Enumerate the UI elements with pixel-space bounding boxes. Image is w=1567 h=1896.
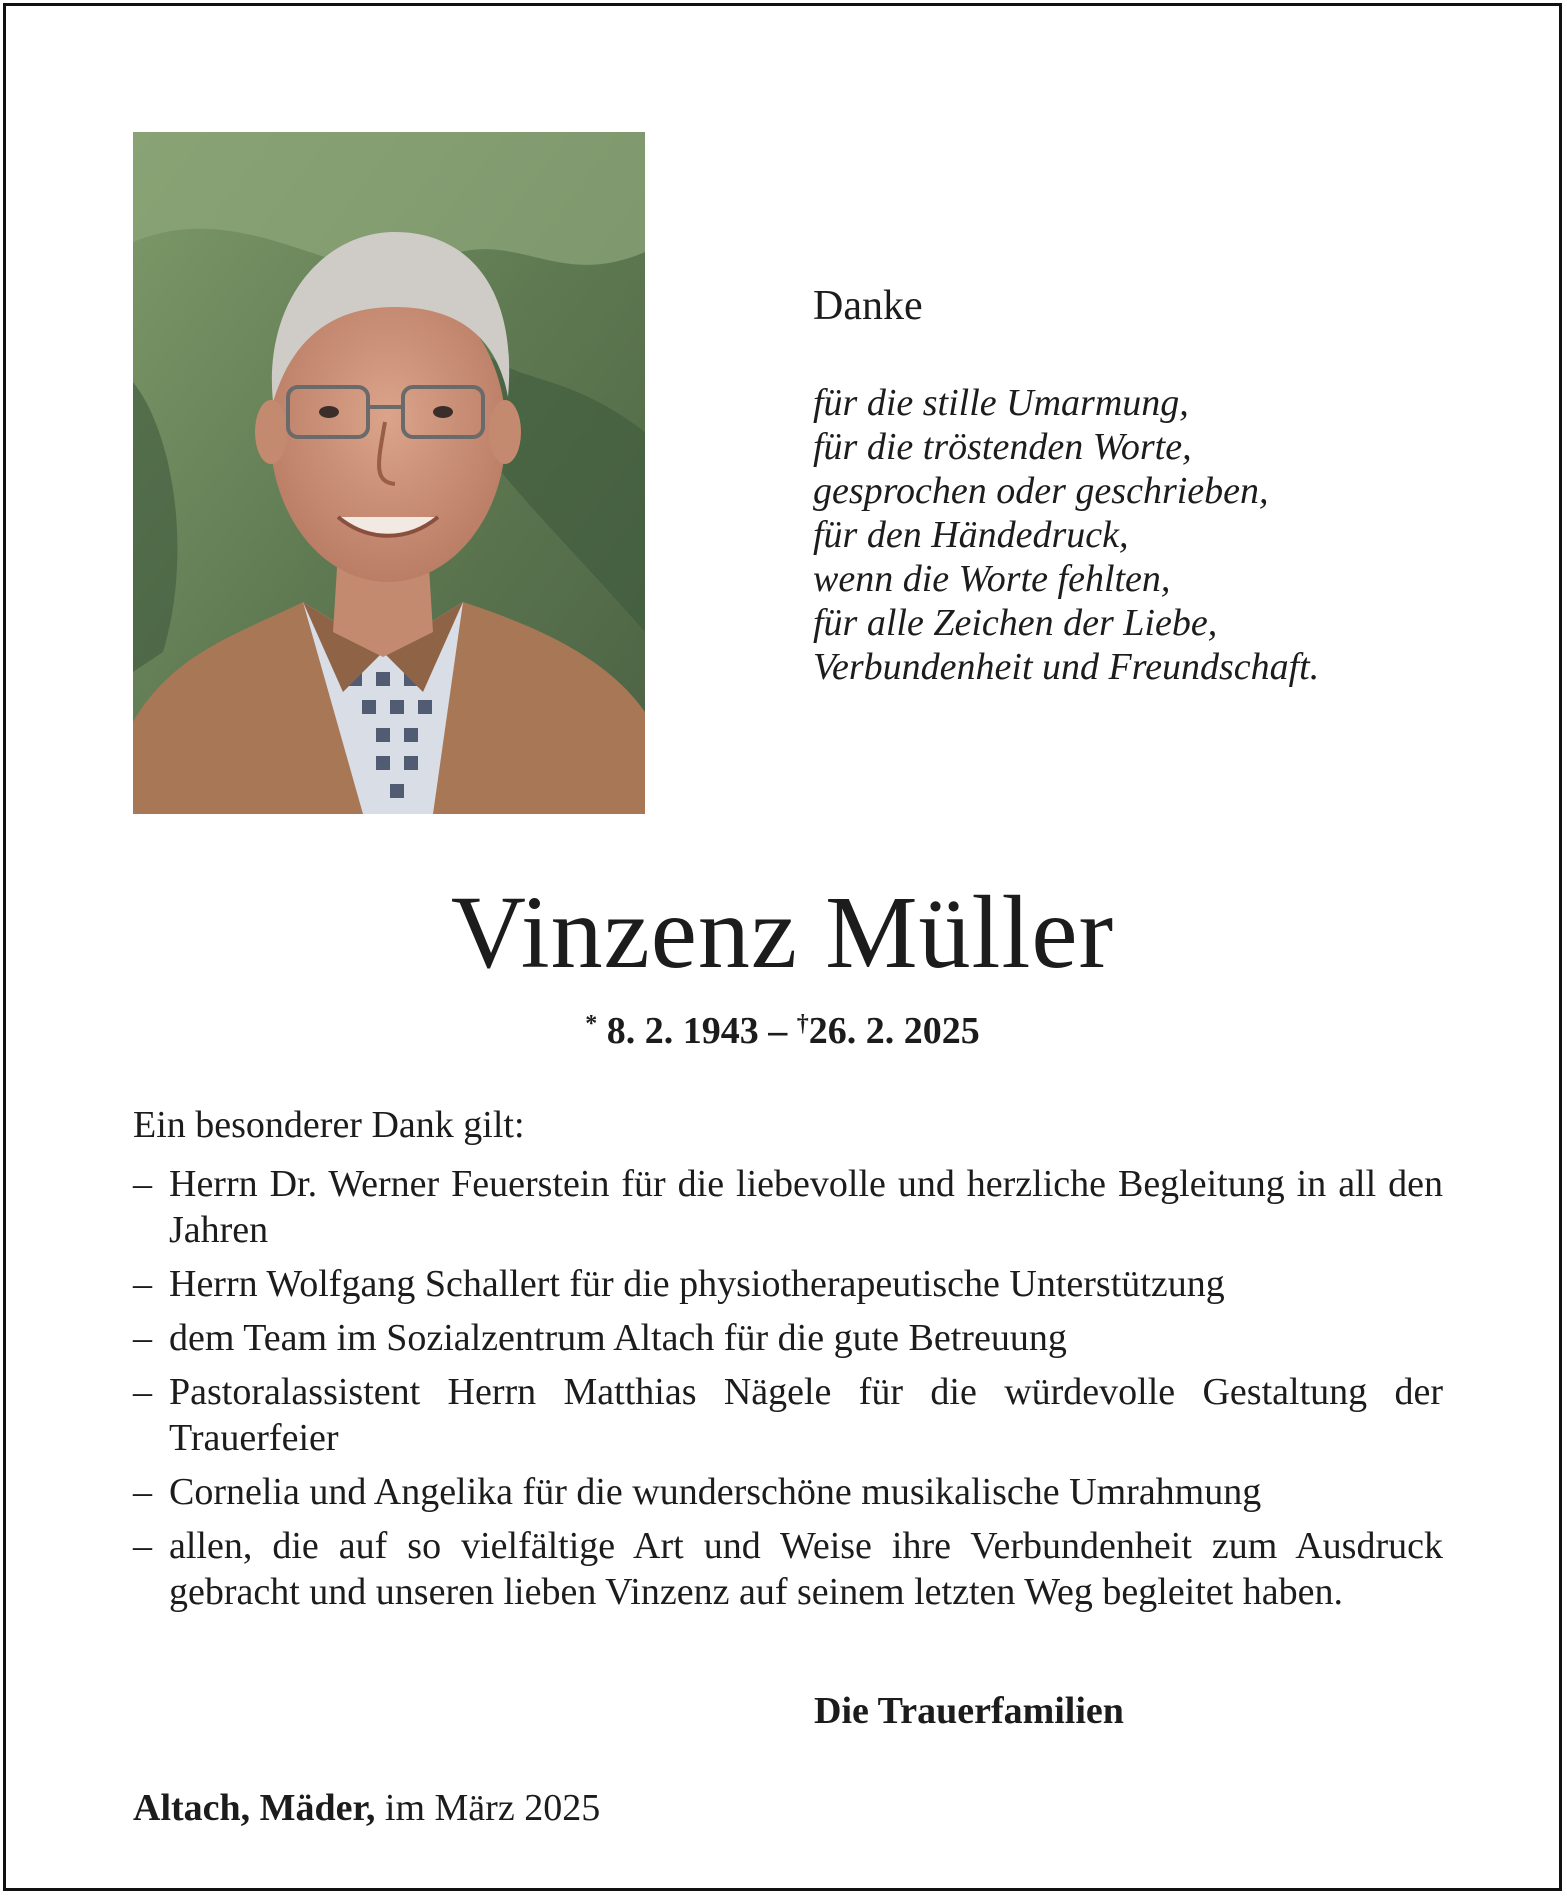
- poem-line: Verbundenheit und Freundschaft.: [813, 646, 1320, 689]
- obituary-card: [3, 3, 1562, 1891]
- signature: Die Trauerfamilien: [814, 1690, 1124, 1732]
- list-item-text: dem Team im Sozialzentrum Altach für die gute Betreuung: [169, 1317, 1067, 1359]
- life-dates: [6, 1009, 1559, 1053]
- list-item-text: Cornelia und Angelika für die wunderschöne musikalische Umrahmung: [169, 1471, 1262, 1513]
- list-item-text: allen, die auf so vielfältige Art und Weise ihre Verbundenheit zum Ausdruck gebracht und unseren lieben Vinzenz auf seinem letzten Weg begleitet haben.: [169, 1525, 1443, 1613]
- poem: [813, 281, 1513, 689]
- list-item: [133, 1369, 1443, 1461]
- birth-symbol: *: [585, 1011, 598, 1037]
- poem-line: wenn die Worte fehlten,: [813, 558, 1171, 601]
- list-dash: –: [133, 1163, 152, 1205]
- portrait-photo: [133, 132, 645, 814]
- poem-line: gesprochen oder geschrieben,: [813, 470, 1269, 513]
- birth-date: 8. 2. 1943: [606, 1010, 759, 1052]
- poem-line: für alle Zeichen der Liebe,: [813, 602, 1218, 645]
- list-dash: –: [133, 1471, 152, 1513]
- list-item: [133, 1315, 1443, 1361]
- list-dash: –: [133, 1263, 152, 1305]
- portrait-illustration: [133, 132, 645, 814]
- death-symbol: †: [796, 1011, 809, 1037]
- poem-line: für den Händedruck,: [813, 514, 1129, 557]
- list-item: [133, 1161, 1443, 1253]
- place-and-date: [133, 1786, 600, 1830]
- death-date: 26. 2. 2025: [808, 1010, 980, 1052]
- poem-lines: [813, 381, 1513, 689]
- thanks-intro: Ein besonderer Dank gilt:: [133, 1104, 525, 1146]
- list-dash: –: [133, 1525, 152, 1567]
- list-item-text: Pastoralassistent Herrn Matthias Nägele für die würdevolle Gestaltung der Trauerfeier: [169, 1371, 1443, 1459]
- list-dash: –: [133, 1317, 152, 1359]
- place-names: Altach, Mäder,: [133, 1787, 376, 1829]
- list-item-text: Herrn Dr. Werner Feuerstein für die liebevolle und herzliche Begleitung in all den Jahren: [169, 1163, 1443, 1251]
- deceased-name: Vinzenz Müller: [450, 875, 1115, 990]
- list-item: [133, 1469, 1443, 1515]
- date-separator: –: [768, 1010, 788, 1052]
- list-item: [133, 1523, 1443, 1615]
- thanks-list: [133, 1161, 1443, 1623]
- list-item: [133, 1261, 1443, 1307]
- list-item-text: Herrn Wolfgang Schallert für die physiotherapeutische Unterstützung: [169, 1263, 1225, 1305]
- poem-title: Danke: [813, 283, 923, 329]
- poem-line: für die tröstenden Worte,: [813, 426, 1192, 469]
- publication-date: im März 2025: [384, 1787, 601, 1829]
- list-dash: –: [133, 1371, 152, 1413]
- poem-line: für die stille Umarmung,: [813, 382, 1189, 425]
